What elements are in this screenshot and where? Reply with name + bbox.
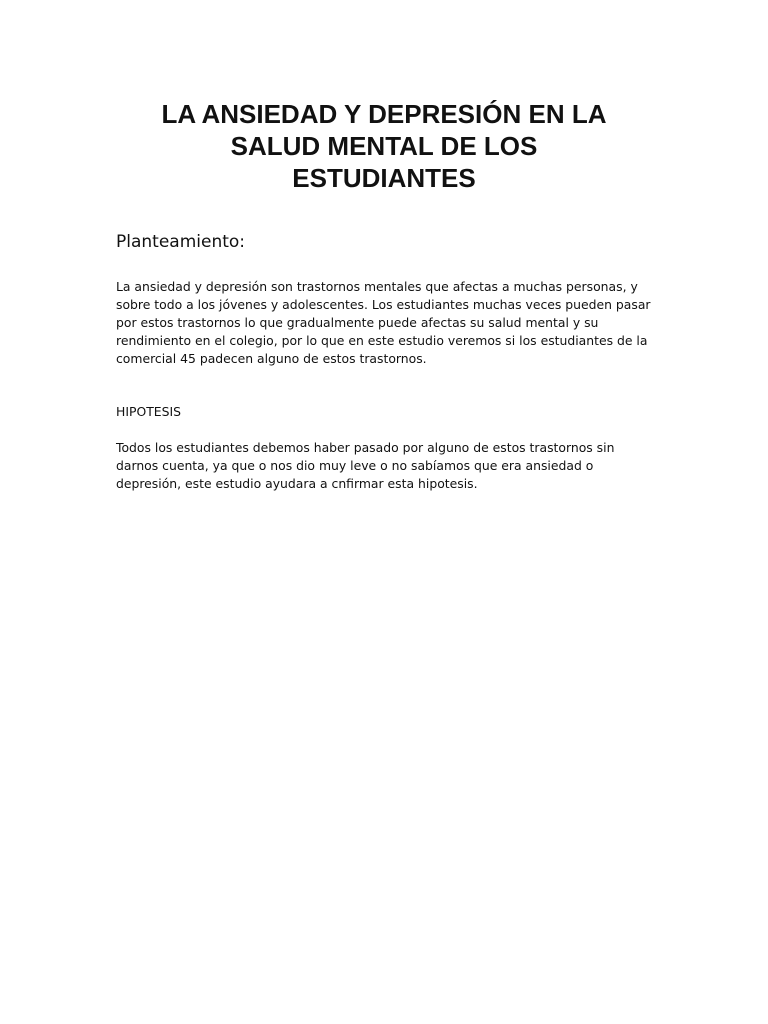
title-line-1: LA ANSIEDAD Y DEPRESIÓN EN LA <box>161 99 607 129</box>
planteamiento-line: rendimiento en el colegio, por lo que en este estudio veremos si los estudiantes de la <box>116 333 648 348</box>
hipotesis-line: darnos cuenta, ya que o nos dio muy leve o no sabíamos que era ansiedad o <box>116 458 594 473</box>
planteamiento-line: La ansiedad y depresión son trastornos mentales que afectas a muchas personas, y <box>116 279 638 294</box>
title-line-2: SALUD MENTAL DE LOS <box>230 131 538 161</box>
title-line-3: ESTUDIANTES <box>292 163 476 193</box>
planteamiento-line: comercial 45 padecen alguno de estos trastornos. <box>116 351 427 366</box>
hipotesis-paragraph <box>116 439 656 493</box>
document-title <box>120 98 648 194</box>
hipotesis-line: depresión, este estudio ayudara a cnfirmar esta hipotesis. <box>116 476 478 491</box>
hipotesis-heading: HIPOTESIS <box>116 404 181 419</box>
planteamiento-paragraph <box>116 278 656 368</box>
hipotesis-line: Todos los estudiantes debemos haber pasado por alguno de estos trastornos sin <box>116 440 615 455</box>
planteamiento-heading: Planteamiento: <box>116 232 246 252</box>
planteamiento-line: sobre todo a los jóvenes y adolescentes. Los estudiantes muchas veces pueden pasar <box>116 297 651 312</box>
planteamiento-line: por estos trastornos lo que gradualmente puede afectas su salud mental y su <box>116 315 599 330</box>
